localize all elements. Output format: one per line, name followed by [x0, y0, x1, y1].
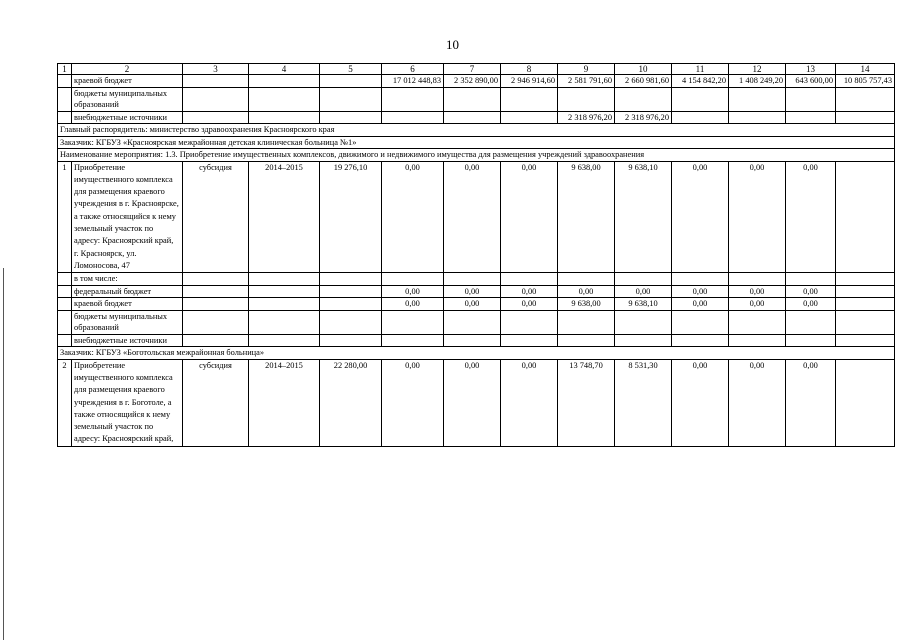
value-cell — [729, 87, 786, 111]
item-number: 1 — [58, 161, 72, 273]
value-cell — [836, 285, 895, 298]
header-cell: 10 — [615, 64, 672, 75]
empty-cell — [58, 298, 72, 311]
value-cell: 0,00 — [501, 285, 558, 298]
value-cell: 0,00 — [786, 298, 836, 311]
empty-cell — [58, 334, 72, 347]
value-cell — [320, 334, 382, 347]
value-cell: 9 638,00 — [558, 161, 615, 273]
value-cell — [729, 310, 786, 334]
value-cell — [558, 87, 615, 111]
value-cell — [320, 298, 382, 311]
item-type: субсидия — [183, 359, 249, 446]
value-cell — [672, 87, 729, 111]
value-cell — [786, 273, 836, 286]
table-row — [58, 334, 895, 347]
page-number: 10 — [446, 37, 459, 52]
table-row — [58, 310, 895, 334]
header-cell: 3 — [183, 64, 249, 75]
value-cell — [249, 298, 320, 311]
table-row — [58, 111, 895, 124]
manager-line: Главный распорядитель: министерство здравоохранения Красноярского края — [58, 124, 895, 137]
measure-line: Наименование мероприятия: 1.3. Приобретение имущественных комплексов, движимого и недвижимого имущества для размещения учреждений здравоохранения — [58, 149, 895, 162]
value-cell: 0,00 — [729, 285, 786, 298]
customer-line: Заказчик: КГБУЗ «Красноярская межрайонная детская клиническая больница №1» — [58, 136, 895, 149]
value-cell — [320, 285, 382, 298]
value-cell: 2 318 976,20 — [615, 111, 672, 124]
value-cell — [672, 310, 729, 334]
value-cell — [249, 334, 320, 347]
row-label: бюджеты муниципальных образований — [72, 87, 183, 111]
value-cell: 2 352 890,00 — [444, 75, 501, 88]
value-cell: 0,00 — [672, 285, 729, 298]
empty-cell — [58, 111, 72, 124]
value-cell: 13 748,70 — [558, 359, 615, 446]
value-cell: 0,00 — [786, 285, 836, 298]
value-cell: 0,00 — [501, 359, 558, 446]
row-label: краевой бюджет — [72, 298, 183, 311]
value-cell — [444, 334, 501, 347]
item-type: субсидия — [183, 161, 249, 273]
value-cell — [786, 310, 836, 334]
value-cell — [672, 273, 729, 286]
value-cell — [501, 273, 558, 286]
value-cell: 0,00 — [729, 161, 786, 273]
value-cell — [836, 87, 895, 111]
header-cell: 4 — [249, 64, 320, 75]
value-cell — [501, 310, 558, 334]
value-cell — [444, 111, 501, 124]
item-row — [58, 359, 895, 446]
value-cell — [249, 310, 320, 334]
value-cell — [729, 111, 786, 124]
value-cell — [249, 285, 320, 298]
item-period: 2014–2015 — [249, 161, 320, 273]
value-cell — [558, 310, 615, 334]
value-cell: 9 638,10 — [615, 298, 672, 311]
customer-line: Заказчик: КГБУЗ «Боготольская межрайонная больница» — [58, 347, 895, 360]
value-cell: 9 638,10 — [615, 161, 672, 273]
value-cell — [836, 334, 895, 347]
value-cell: 0,00 — [558, 285, 615, 298]
value-cell — [320, 75, 382, 88]
row-label: внебюджетные источники — [72, 111, 183, 124]
value-cell — [729, 273, 786, 286]
empty-cell — [58, 310, 72, 334]
item-total: 19 276,10 — [320, 161, 382, 273]
table-row — [58, 285, 895, 298]
value-cell — [672, 334, 729, 347]
budget-table — [57, 63, 895, 447]
header-cell: 11 — [672, 64, 729, 75]
value-cell: 0,00 — [672, 298, 729, 311]
value-cell — [320, 111, 382, 124]
value-cell — [183, 285, 249, 298]
value-cell — [183, 87, 249, 111]
item-period: 2014–2015 — [249, 359, 320, 446]
header-cell: 6 — [382, 64, 444, 75]
value-cell: 1 408 249,20 — [729, 75, 786, 88]
item-total: 22 280,00 — [320, 359, 382, 446]
value-cell — [615, 273, 672, 286]
value-cell: 9 638,00 — [558, 298, 615, 311]
row-label: внебюджетные источники — [72, 334, 183, 347]
value-cell — [444, 87, 501, 111]
value-cell — [836, 273, 895, 286]
value-cell — [382, 87, 444, 111]
row-label: краевой бюджет — [72, 75, 183, 88]
value-cell — [382, 273, 444, 286]
row-label: федеральный бюджет — [72, 285, 183, 298]
value-cell — [558, 273, 615, 286]
value-cell: 8 531,30 — [615, 359, 672, 446]
value-cell — [382, 111, 444, 124]
value-cell: 0,00 — [501, 298, 558, 311]
value-cell: 0,00 — [786, 161, 836, 273]
section-row — [58, 136, 895, 149]
value-cell: 0,00 — [382, 359, 444, 446]
value-cell — [615, 87, 672, 111]
value-cell — [672, 111, 729, 124]
value-cell: 17 012 448,83 — [382, 75, 444, 88]
empty-cell — [58, 285, 72, 298]
value-cell — [729, 334, 786, 347]
value-cell — [836, 298, 895, 311]
table-row — [58, 298, 895, 311]
value-cell: 2 660 981,60 — [615, 75, 672, 88]
value-cell: 643 600,00 — [786, 75, 836, 88]
value-cell: 4 154 842,20 — [672, 75, 729, 88]
value-cell — [615, 334, 672, 347]
value-cell — [501, 334, 558, 347]
header-cell: 13 — [786, 64, 836, 75]
value-cell — [183, 273, 249, 286]
section-row — [58, 149, 895, 162]
row-label: в том числе: — [72, 273, 183, 286]
value-cell — [444, 310, 501, 334]
value-cell — [320, 87, 382, 111]
value-cell — [501, 111, 558, 124]
table-row — [58, 87, 895, 111]
value-cell — [615, 310, 672, 334]
value-cell: 0,00 — [615, 285, 672, 298]
table-body — [58, 64, 895, 447]
row-label: бюджеты муниципальных образований — [72, 310, 183, 334]
value-cell — [836, 310, 895, 334]
empty-cell — [58, 87, 72, 111]
value-cell: 0,00 — [444, 298, 501, 311]
value-cell: 0,00 — [729, 359, 786, 446]
header-cell: 9 — [558, 64, 615, 75]
value-cell: 2 946 914,60 — [501, 75, 558, 88]
empty-cell — [58, 273, 72, 286]
section-row — [58, 124, 895, 137]
value-cell: 0,00 — [382, 298, 444, 311]
value-cell — [382, 334, 444, 347]
header-cell: 1 — [58, 64, 72, 75]
header-cell: 5 — [320, 64, 382, 75]
value-cell — [444, 273, 501, 286]
value-cell: 10 805 757,43 — [836, 75, 895, 88]
value-cell: 0,00 — [672, 359, 729, 446]
item-description: Приобретение имущественного комплекса для размещения краевого учреждения в г. Красноярске, а также относящийся к нему земельный участок по адресу: Красноярский край, г. Красноярск, ул. Ломоносова, 47 — [72, 161, 183, 273]
section-row — [58, 347, 895, 360]
value-cell: 0,00 — [382, 285, 444, 298]
item-row — [58, 161, 895, 273]
value-cell — [249, 87, 320, 111]
value-cell: 0,00 — [444, 285, 501, 298]
scan-edge-line — [3, 268, 4, 640]
value-cell: 0,00 — [444, 161, 501, 273]
value-cell — [836, 111, 895, 124]
empty-cell — [58, 75, 72, 88]
value-cell: 0,00 — [672, 161, 729, 273]
value-cell — [382, 310, 444, 334]
item-description: Приобретение имущественного комплекса для размещения краевого учреждения в г. Боготоле, а также относящийся к нему земельный участок по адресу: Красноярский край, — [72, 359, 183, 446]
value-cell — [183, 334, 249, 347]
value-cell — [786, 334, 836, 347]
value-cell — [183, 298, 249, 311]
value-cell — [249, 273, 320, 286]
value-cell — [558, 334, 615, 347]
value-cell: 0,00 — [382, 161, 444, 273]
header-cell: 2 — [72, 64, 183, 75]
header-cell: 12 — [729, 64, 786, 75]
value-cell — [183, 75, 249, 88]
item-number: 2 — [58, 359, 72, 446]
value-cell: 2 318 976,20 — [558, 111, 615, 124]
value-cell — [320, 310, 382, 334]
value-cell: 2 581 791,60 — [558, 75, 615, 88]
value-cell — [320, 273, 382, 286]
value-cell: 0,00 — [444, 359, 501, 446]
value-cell — [501, 87, 558, 111]
header-cell: 14 — [836, 64, 895, 75]
table-row — [58, 75, 895, 88]
header-cell: 7 — [444, 64, 501, 75]
value-cell — [786, 87, 836, 111]
value-cell: 0,00 — [729, 298, 786, 311]
header-row — [58, 64, 895, 75]
value-cell — [249, 111, 320, 124]
value-cell: 0,00 — [786, 359, 836, 446]
header-cell: 8 — [501, 64, 558, 75]
value-cell — [183, 310, 249, 334]
value-cell — [836, 161, 895, 273]
value-cell — [249, 75, 320, 88]
value-cell: 0,00 — [501, 161, 558, 273]
table-row — [58, 273, 895, 286]
value-cell — [786, 111, 836, 124]
value-cell — [836, 359, 895, 446]
value-cell — [183, 111, 249, 124]
